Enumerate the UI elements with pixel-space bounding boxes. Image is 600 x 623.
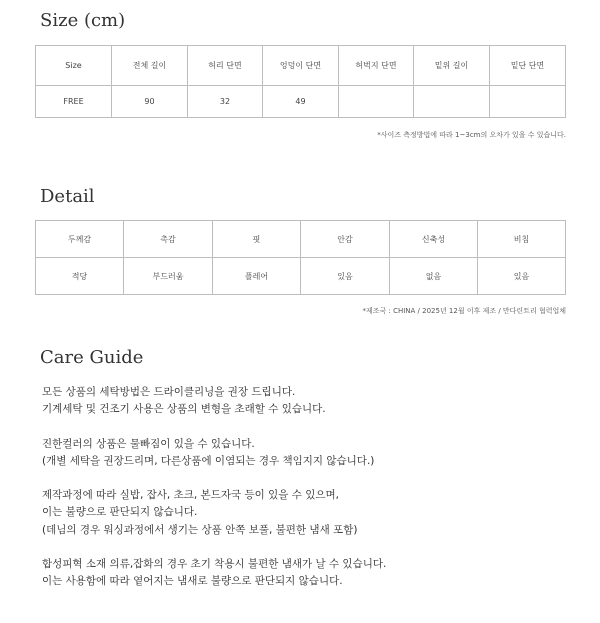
detail-header-row: [36, 221, 566, 258]
size-section-title: Size (cm): [40, 10, 126, 31]
size-header-waist: 허리 단면: [188, 46, 263, 86]
size-value-thigh: [339, 86, 414, 118]
size-value-hem: [490, 86, 566, 118]
detail-header-texture: 촉감: [124, 221, 213, 258]
care-paragraph: [42, 384, 386, 418]
care-line: (데님의 경우 워싱과정에서 생기는 상품 안쪽 보풀, 불편한 냄새 포함): [42, 523, 358, 536]
detail-value-texture: 부드러움: [124, 258, 213, 295]
care-line: 진한컬러의 상품은 물빠짐이 있을 수 있습니다.: [42, 437, 255, 450]
care-line: 합성피혁 소재 의류,잡화의 경우 초기 착용시 불편한 냄새가 날 수 있습니다.: [42, 557, 387, 570]
size-value-hip: 49: [263, 86, 339, 118]
size-header-row: [36, 46, 566, 86]
detail-header-stretch: 신축성: [390, 221, 478, 258]
care-paragraph: [42, 487, 386, 539]
size-value-size: FREE: [36, 86, 112, 118]
detail-value-thickness: 적당: [36, 258, 124, 295]
size-table: [35, 45, 566, 118]
care-line: 모든 상품의 세탁방법은 드라이클리닝을 권장 드립니다.: [42, 386, 296, 398]
detail-value-sheerness: 있음: [478, 258, 566, 295]
size-header-thigh: 허벅지 단면: [339, 46, 414, 86]
detail-table: [35, 220, 566, 295]
size-header-hem: 밑단 단면: [490, 46, 566, 86]
care-section-title: Care Guide: [40, 347, 144, 368]
detail-header-sheerness: 비침: [478, 221, 566, 258]
care-line: 이는 사용함에 따라 옅어지는 냄새로 불량으로 판단되지 않습니다.: [42, 575, 343, 588]
detail-value-lining: 있음: [301, 258, 390, 295]
size-header-size: Size: [36, 46, 112, 86]
detail-value-row: [36, 258, 566, 295]
size-note: *사이즈 측정방법에 따라 1~3cm의 오차가 있을 수 있습니다.: [377, 131, 566, 139]
detail-value-stretch: 없음: [390, 258, 478, 295]
size-header-total-length: 전체 길이: [112, 46, 188, 86]
care-paragraph: [42, 556, 386, 590]
size-value-rise: [414, 86, 490, 118]
care-line: (개별 세탁을 권장드리며, 다른상품에 이염되는 경우 책임지지 않습니다.): [42, 454, 375, 467]
care-guide-body: [42, 384, 386, 608]
size-value-row: [36, 86, 566, 118]
size-header-hip: 엉덩이 단면: [263, 46, 339, 86]
care-line: 이는 불량으로 판단되지 않습니다.: [42, 506, 198, 519]
detail-header-thickness: 두께감: [36, 221, 124, 258]
detail-value-fit: 플레어: [213, 258, 301, 295]
detail-header-fit: 핏: [213, 221, 301, 258]
size-header-rise: 밑위 길이: [414, 46, 490, 86]
size-value-waist: 32: [188, 86, 263, 118]
size-value-total-length: 90: [112, 86, 188, 118]
detail-section-title: Detail: [40, 186, 95, 207]
care-line: 기계세탁 및 건조기 사용은 상품의 변형을 초래할 수 있습니다.: [42, 403, 326, 416]
care-line: 제작과정에 따라 실밥, 잡사, 초크, 본드자국 등이 있을 수 있으며,: [42, 489, 339, 502]
care-paragraph: [42, 436, 386, 470]
detail-note: *제조국 : CHINA / 2025년 12월 이후 제조 / 만다린트리 협력업체: [362, 307, 566, 315]
detail-header-lining: 안감: [301, 221, 390, 258]
